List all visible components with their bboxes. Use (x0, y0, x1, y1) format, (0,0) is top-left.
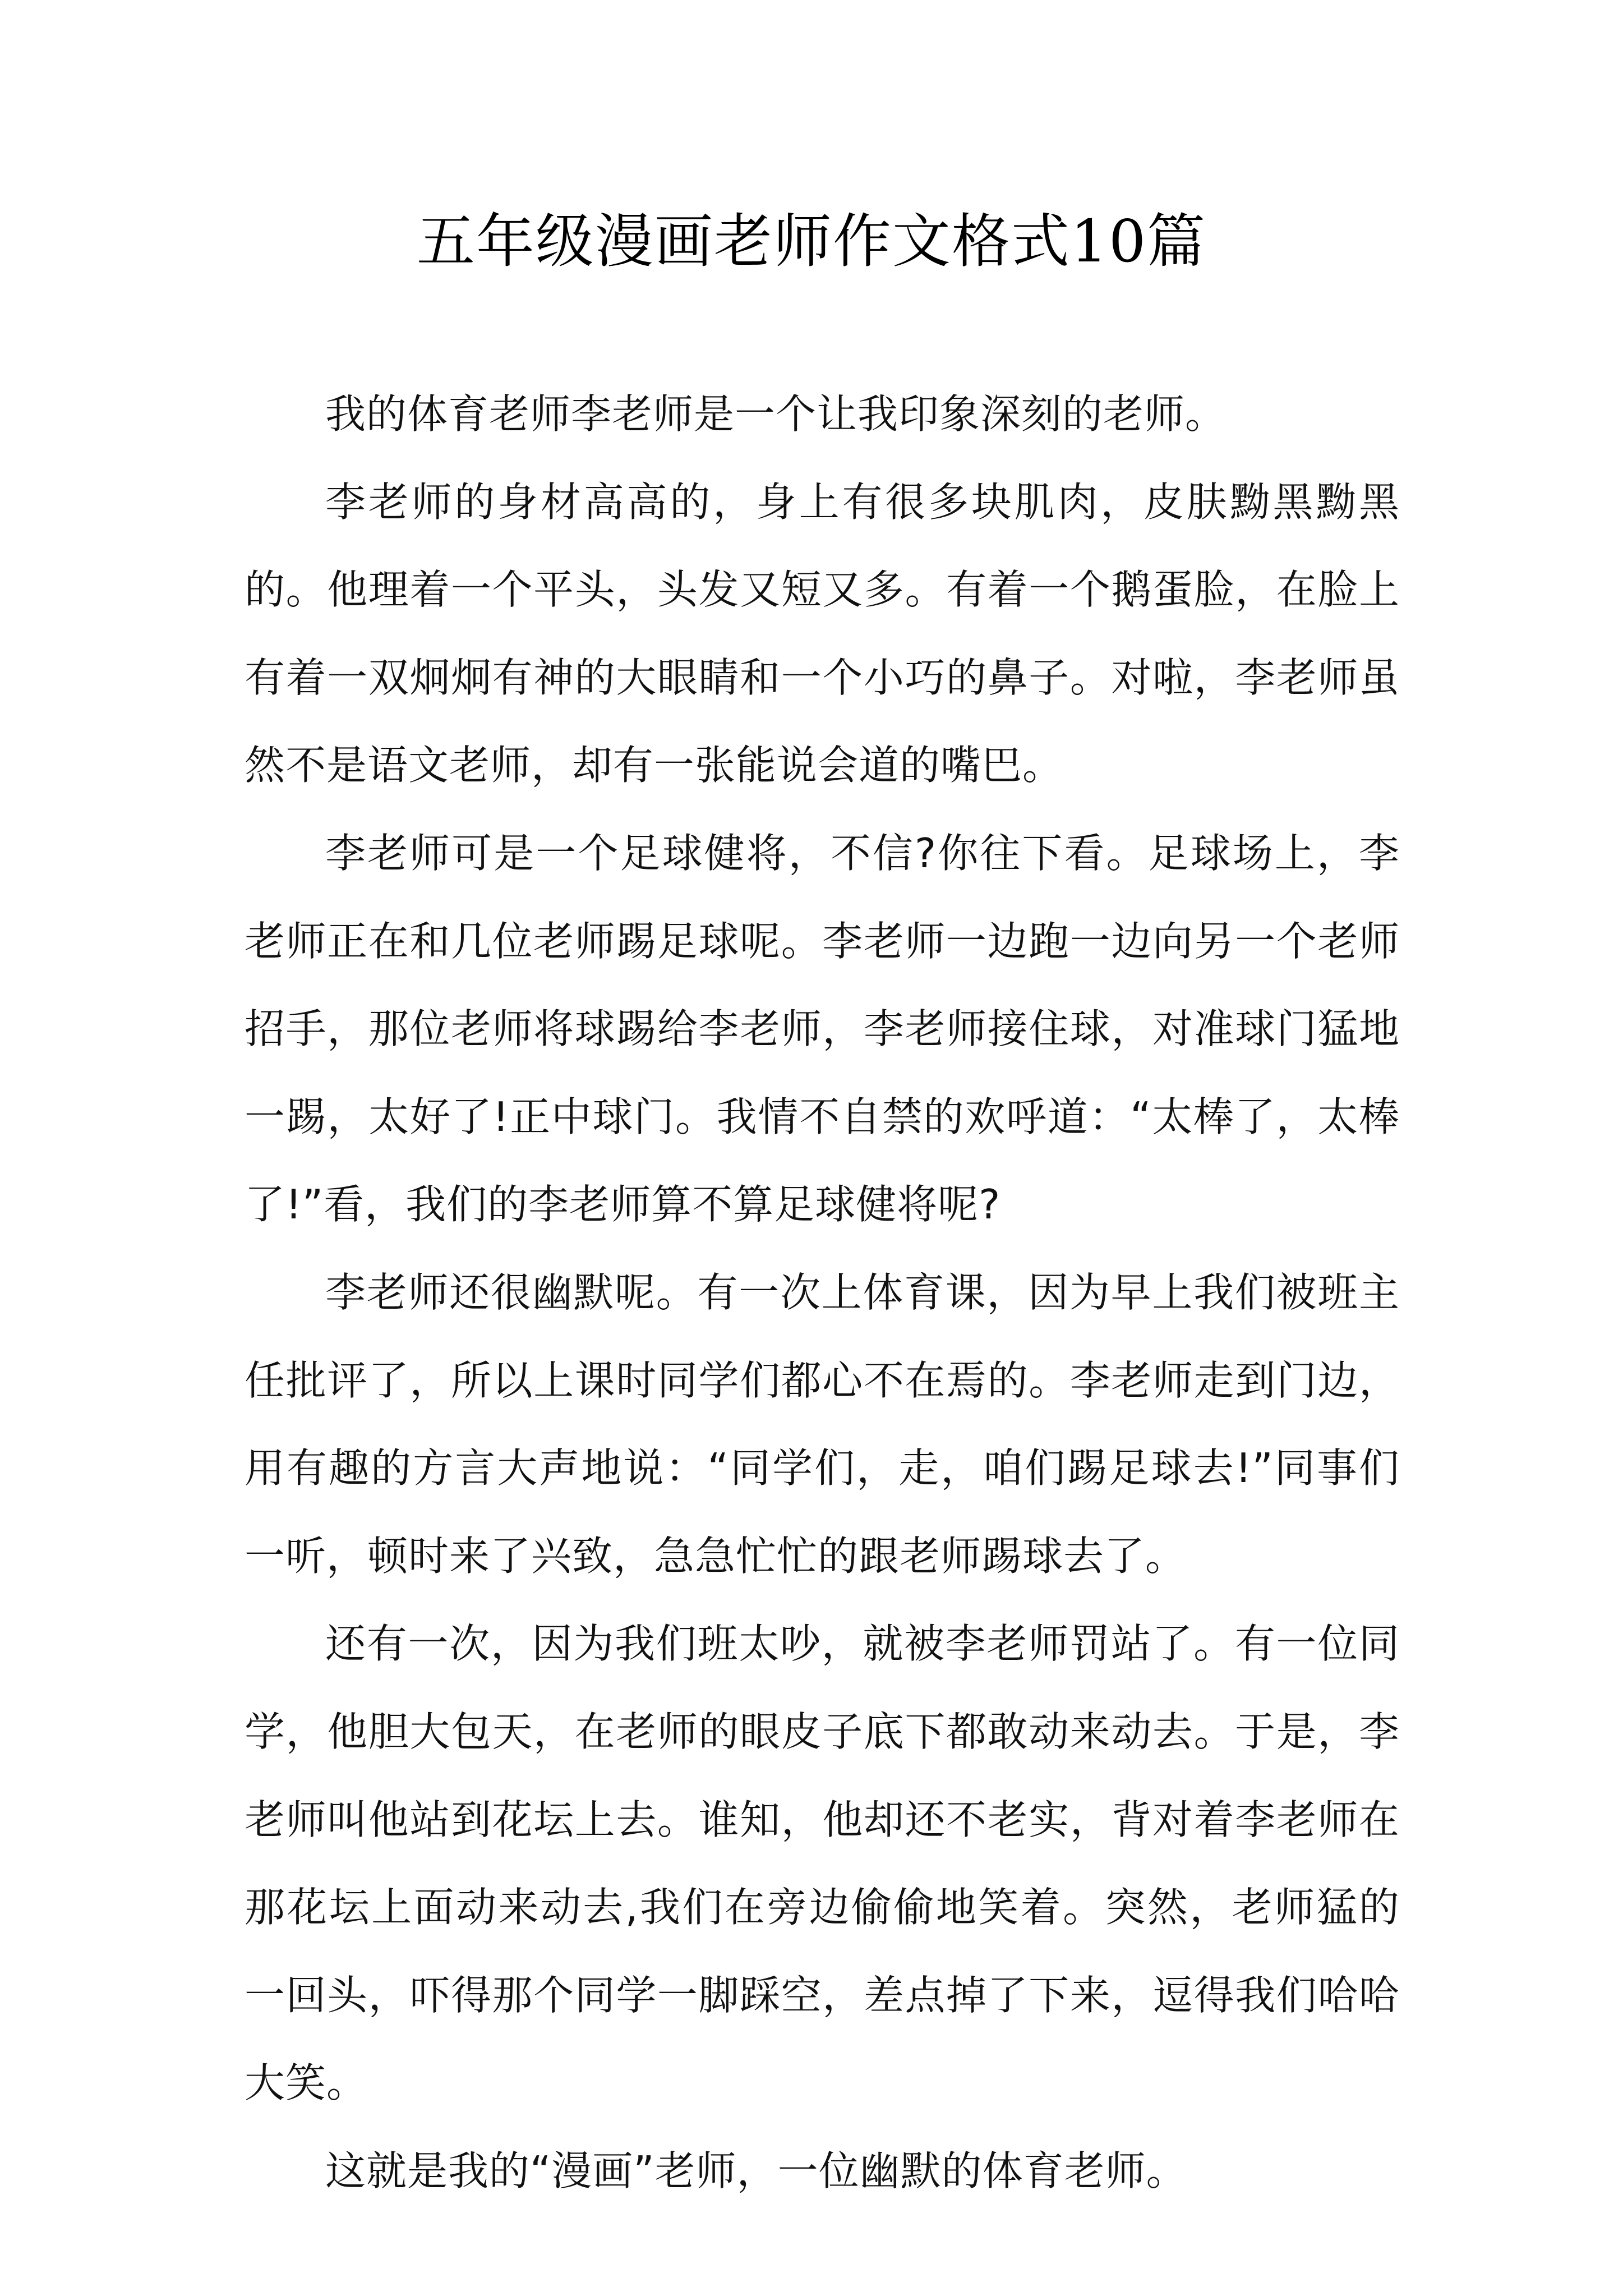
paragraph-5: 还有一次，因为我们班太吵，就被李老师罚站了。有一位同学，他胆大包天，在老师的眼皮子底下都敢动来动去。于是，李老师叫他站到花坛上去。谁知，他却还不老实，背对着李老师在那花坛上面动来动去,我们在旁边偷偷地笑着。突然，老师猛的一回头，吓得那个同学一脚踩空，差点掉了下来，逗得我们哈哈大笑。 (245, 1620, 1400, 2107)
document-title: 五年级漫画老师作文格式10篇 (416, 207, 1207, 275)
paragraph-3: 李老师可是一个足球健将，不信?你往下看。足球场上，李老师正在和几位老师踢足球呢。李老师一边跑一边向另一个老师招手，那位老师将球踢给李老师，李老师接住球，对准球门猛地一踢，太好了!正中球门。我情不自禁的欢呼道：“太棒了，太棒了!”看，我们的李老师算不算足球健将呢? (245, 829, 1400, 1228)
paragraph-2: 李老师的身材高高的，身上有很多块肌肉，皮肤黝黑黝黑的。他理着一个平头，头发又短又多。有着一个鹅蛋脸，在脸上有着一双炯炯有神的大眼睛和一个小巧的鼻子。对啦，李老师虽然不是语文老师，却有一张能说会道的嘴巴。 (245, 478, 1400, 789)
document-body (245, 370, 1400, 2215)
paragraph-4: 李老师还很幽默呢。有一次上体育课，因为早上我们被班主任批评了，所以上课时同学们都心不在焉的。李老师走到门边，用有趣的方言大声地说：“同学们，走，咱们踢足球去!”同事们一听，顿时来了兴致，急急忙忙的跟老师踢球去了。 (245, 1268, 1400, 1580)
paragraph-6: 这就是我的“漫画”老师，一位幽默的体育老师。 (325, 2147, 1187, 2194)
paragraph-1: 我的体育老师李老师是一个让我印象深刻的老师。 (325, 390, 1227, 438)
